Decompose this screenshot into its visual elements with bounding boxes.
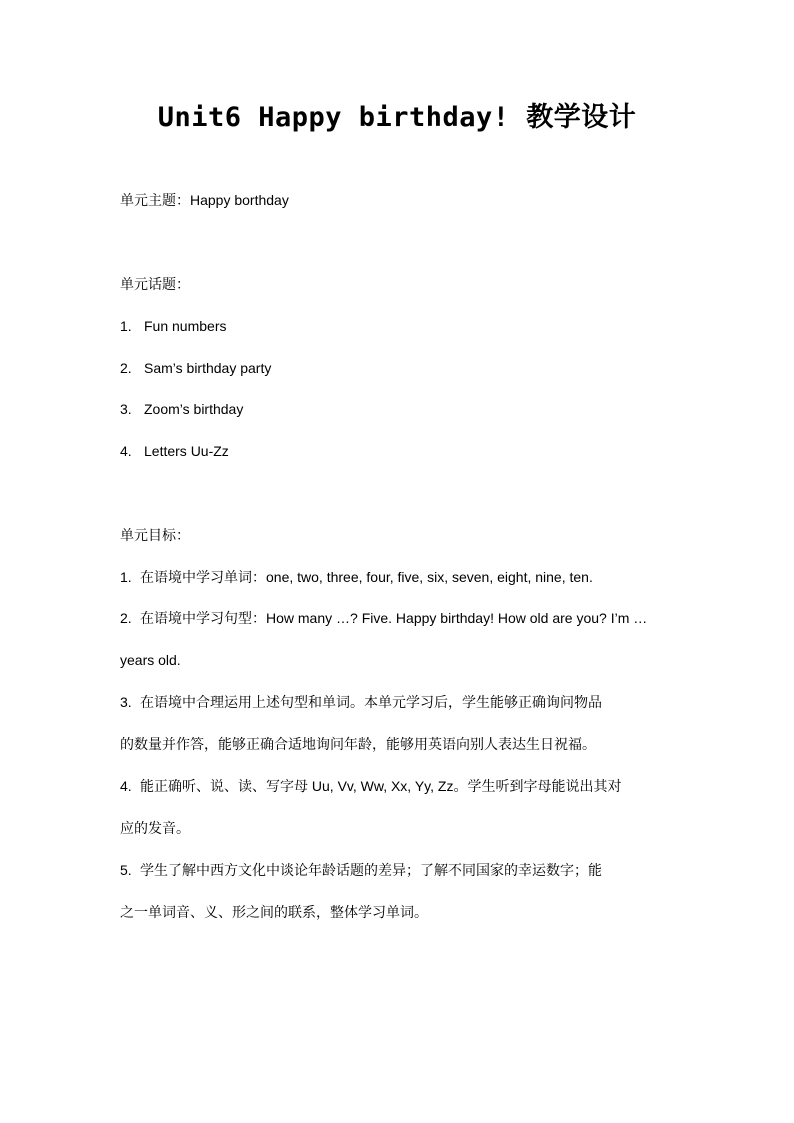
topic-number: 3. [120,401,132,417]
objective-text: years old. [120,652,181,668]
objective-number: 4. [120,778,132,794]
topic-text: Sam’s birthday party [144,360,272,376]
objective-number: 5. [120,862,132,878]
unit-theme-line [120,189,680,211]
topic-item [120,315,680,337]
objective-number: 2. [120,610,132,626]
objective-text: 能正确听、说、读、写字母 Uu, Vv, Ww, Xx, Yy, Zz。学生听到字母能说出其对 [140,778,622,794]
objective-line-continued [120,817,680,839]
unit-theme-label: 单元主题： [120,192,190,208]
topic-text: Fun numbers [144,318,227,334]
objective-line-continued [120,901,680,923]
topic-number: 2. [120,360,132,376]
topic-text: Zoom’s birthday [144,401,244,417]
objective-text: 在语境中学习句型：How many …? Five. Happy birthday! How old are you? I’m … [140,610,648,626]
objective-text: 应的发音。 [120,820,190,836]
objective-line [120,775,680,797]
unit-topics-label: 单元话题： [120,276,190,292]
topic-number: 4. [120,443,132,459]
objective-text: 学生了解中西方文化中谈论年龄话题的差异；了解不同国家的幸运数字；能 [140,862,602,878]
objective-line-continued [120,733,680,755]
objective-number: 1. [120,569,132,585]
objective-line [120,566,680,588]
objective-text: 之一单词音、义、形之间的联系，整体学习单词。 [120,904,428,920]
objective-text: 的数量并作答，能够正确合适地询问年龄，能够用英语向别人表达生日祝福。 [120,736,596,752]
topic-item [120,398,680,420]
topic-text: Letters Uu-Zz [144,443,229,459]
objective-line [120,691,680,713]
unit-theme-value: Happy borthday [190,192,289,208]
objective-text: 在语境中学习单词：one, two, three, four, five, six, seven, eight, nine, ten. [140,569,593,585]
objective-text: 在语境中合理运用上述句型和单词。本单元学习后，学生能够正确询问物品 [140,694,602,710]
topic-item [120,440,680,462]
objective-line [120,607,680,629]
objective-line-continued [120,649,680,671]
document-title: Unit6 Happy birthday! 教学设计 [157,102,637,133]
objective-line [120,859,680,881]
objective-number: 3. [120,694,132,710]
topic-item [120,357,680,379]
topic-number: 1. [120,318,132,334]
unit-objectives-label: 单元目标： [120,527,190,543]
